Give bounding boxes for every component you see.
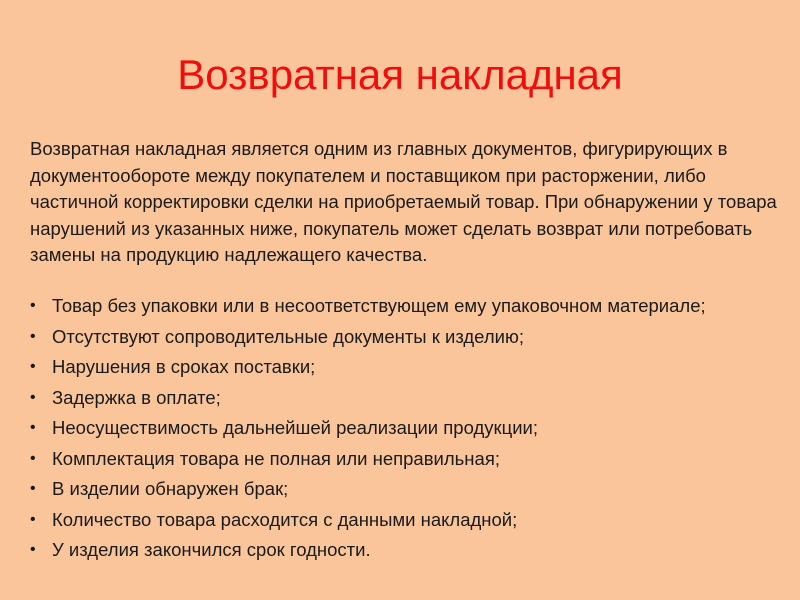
bullet-text: В изделии обнаружен брак; [52, 478, 289, 499]
bullet-item [30, 386, 770, 410]
bullet-item [30, 294, 770, 318]
slide-title: Возвратная накладная [177, 51, 623, 98]
bullet-item [30, 355, 770, 379]
bullet-text: Неосуществимость дальнейшей реализации продукции; [52, 417, 538, 438]
bullet-text: Задержка в оплате; [52, 386, 221, 408]
bullet-item [30, 447, 770, 471]
bullet-text: Комплектация товара не полная или неправильная; [52, 447, 500, 469]
bullet-icon: • [30, 327, 36, 345]
bullet-icon: • [30, 388, 36, 406]
bullet-item [30, 508, 770, 532]
intro-paragraph: Возвратная накладная является одним из главных документов, фигурирующих в документообороте между покупателем и поставщиком при расторжении, либо частичной корректировки сделки на приобретаемый товар. При обнаружении у товара нарушений из указанных ниже, покупатель может сделать возврат или потребовать замены на продукцию надлежащего качества. [30, 138, 777, 266]
bullet-text: У изделия закончился срок годности. [52, 539, 371, 560]
bullet-icon: • [30, 510, 36, 528]
bullet-text: Нарушения в сроках поставки; [52, 356, 316, 377]
bullet-text: Количество товара расходится с данными накладной; [52, 508, 518, 530]
bullet-list [30, 294, 770, 569]
bullet-text: Товар без упаковки или в несоответствующем ему упаковочном материале; [52, 295, 706, 316]
bullet-item [30, 325, 770, 349]
bullet-icon: • [30, 480, 36, 497]
bullet-icon: • [30, 297, 36, 314]
bullet-item [30, 477, 770, 501]
bullet-icon: • [30, 419, 36, 436]
bullet-icon: • [30, 541, 36, 558]
bullet-item [30, 538, 770, 562]
bullet-item [30, 416, 770, 440]
bullet-text: Отсутствуют сопроводительные документы к изделию; [52, 325, 525, 347]
bullet-icon: • [30, 449, 36, 467]
bullet-icon: • [30, 358, 36, 375]
